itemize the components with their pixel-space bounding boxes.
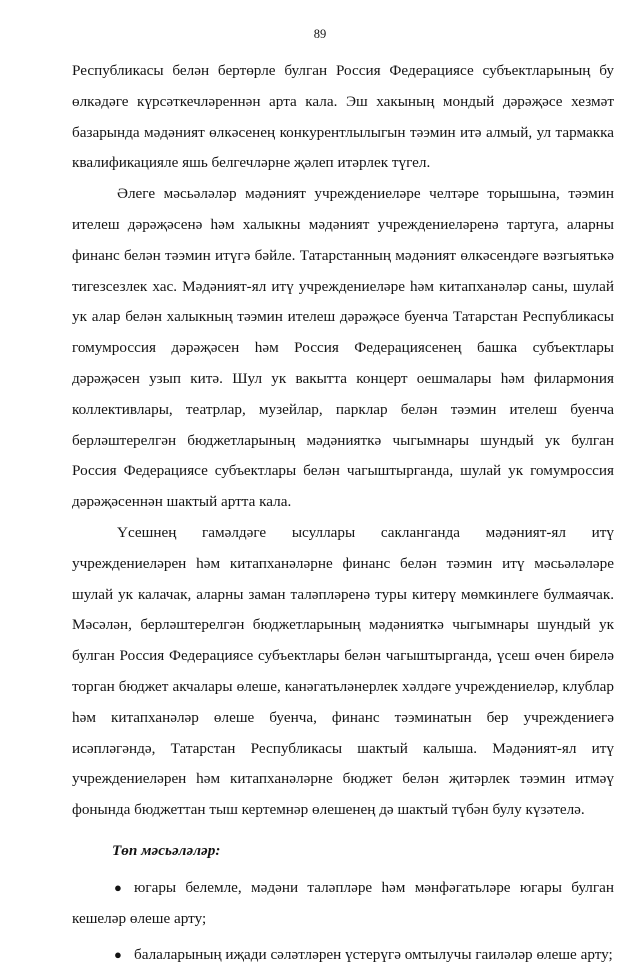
paragraph-1: Республикасы белән бертөрле булган Россия Федерациясе субъектларының бу өлкәдәге күрсәткечләреннән арта кала. Эш хакының мондый дәрәҗәсе хезмәт базарында мәдәният өлкәсенең конкурентлылыгын тәэмин итә алмый, ул тармакка квалификацияле яшь белгечләрне җәлеп итәрлек түгел.	[72, 62, 614, 172]
list-item	[72, 940, 614, 971]
bullet-list	[72, 873, 614, 971]
list-item	[72, 873, 614, 935]
section-heading: Төп мәсьәләләр:	[112, 841, 221, 859]
list-item-text: балаларының иҗади сәләтләрен үстерүгә омтылучы гаиләләр өлеше арту;	[134, 946, 613, 964]
page-number: 89	[313, 27, 327, 41]
list-item-text: югары белемле, мәдәни таләпләре һәм мәнфәгатьләре югары булган кешеләр өлеше арту;	[72, 878, 614, 927]
document-body	[72, 56, 614, 971]
bullet-icon: ●	[114, 879, 122, 895]
paragraph-3: Үсешнең гамәлдәге ысуллары саклангандa мәдәният-ял итү учреждениеләрен һәм китапханәләрне финанс белән тәэмин итү мәсьәләләре шулай ук калачак, аларны заман таләпләренә туры китерү мөмкинлеге булмаячак. Мәсәлән, берләштерелгән бюджетларының мәдәнияткә чыгымнары шундый ук булган Россия Федерациясе субъектлары белән чагыштырганда, үсеш өчен бирелә торган бюджет акчалары өлеше, канәгатьләнерлек хәлдәге учреждениеләр, клублар һәм китапханәләр өлеше буенча, финанс тәэминатын бер учреждениегә исәпләгәндә, Татарстан Республикасы шактый калыша. Мәдәният-ял итү учреждениеләрен һәм китапханәләрне бюджет белән җитәрлек тәэмин итмәү фонында бюджеттан тыш кертемнәр өлешенең дә шактый түбән булу күзәтелә.	[72, 523, 614, 819]
paragraph-2: Әлеге мәсьәләләр мәдәният учреждениеләре челтәре торышына, тәэмин ителеш дәрәҗәсенә һәм халыкны мәдәният учреждениеләренә тартуга, аларны финанс белән тәэмин итүгә бәйле. Татарстанның мәдәният өлкәсендәге вәзгыятькә тигезсезлек хас. Мәдәният-ял итү учреждениеләре һәм китапханәләр саны, шулай ук алар белән халыкның тәэмин ителеш дәрәҗәсе буенча Татарстан Республикасы гомумроссия дәрәҗәсен һәм Россия Федерациясенең башка субъектлары дәрәҗәсен узып китә. Шул ук вакытта концерт оешмалары һәм филармония коллективлары, театрлар, музейлар, парклар белән тәэмин ителеш буенча берләштерелгән бюджетларының мәдәнияткә чыгымнары шундый ук булган Россия Федерациясе субъектлары белән чагыштырганда, шулай ук гомумроссия дәрәҗәсеннән шактый артта кала.	[72, 185, 614, 511]
bullet-icon: ●	[114, 947, 122, 963]
